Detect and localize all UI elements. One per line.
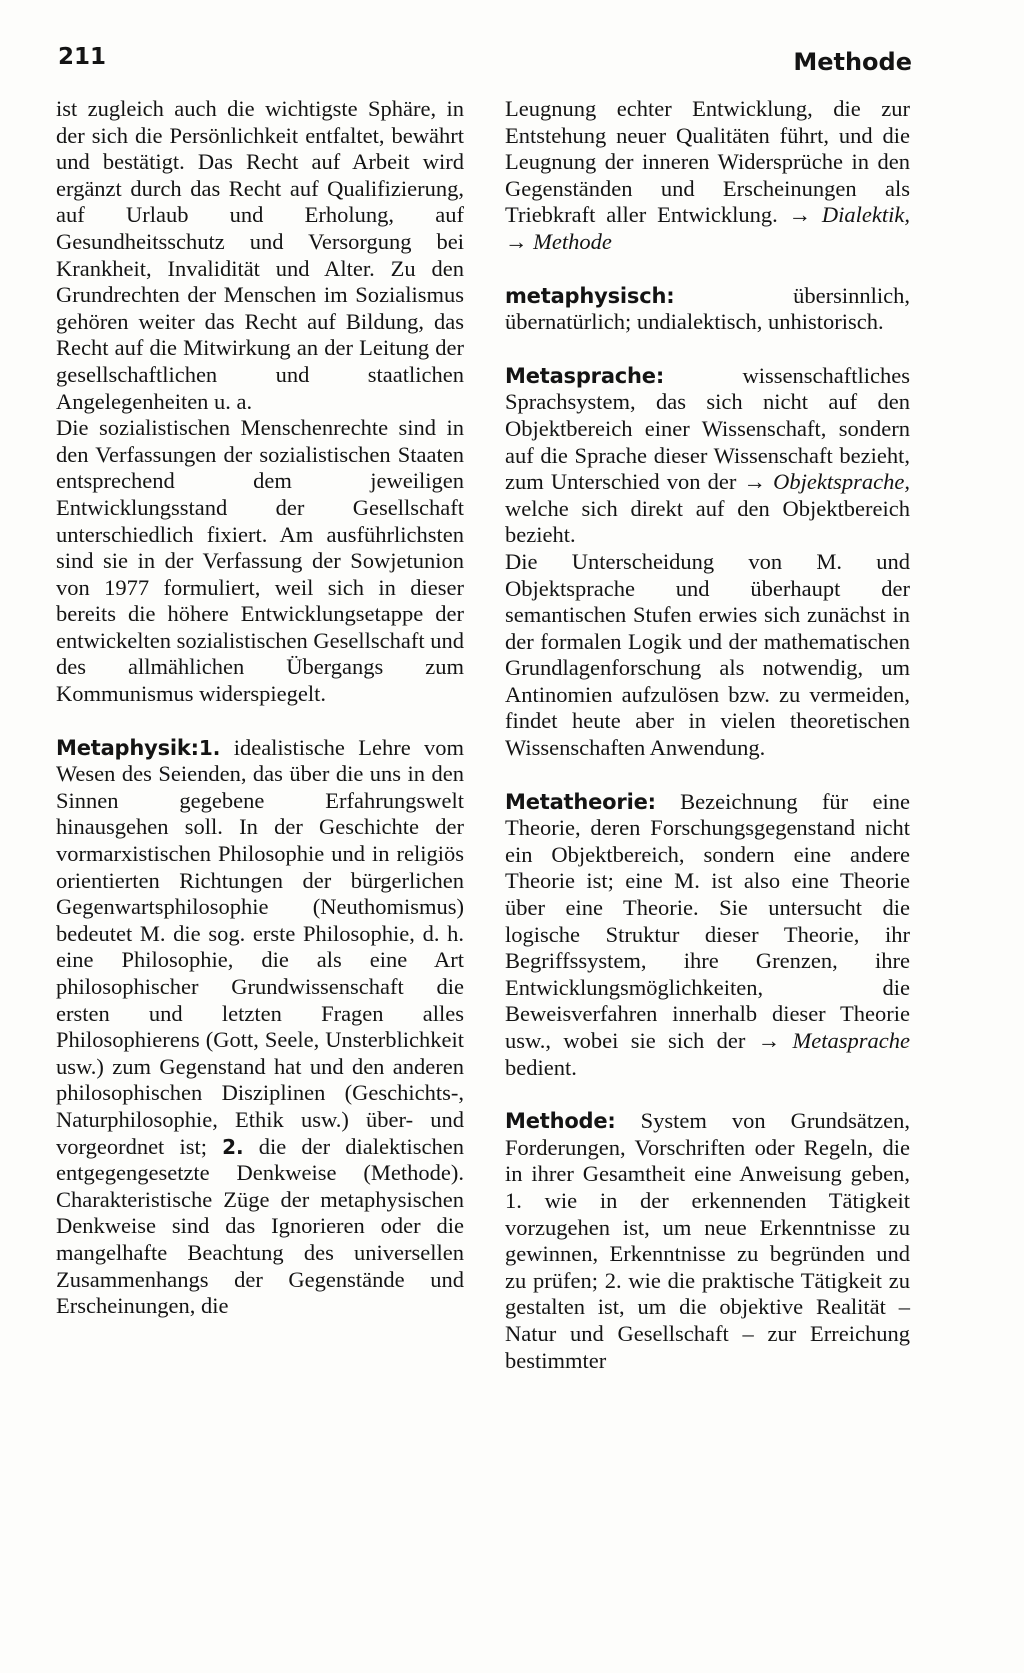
entry-text: welche sich direkt auf den Objektbereich bezieht. xyxy=(505,495,910,548)
cross-reference-dialektik[interactable]: Dialektik, xyxy=(821,202,911,228)
cross-reference-arrow-icon: → xyxy=(757,1028,781,1053)
entry-text: wissenschaftliches Sprachsystem, das sich nicht auf den Objektbereich einer Wissenschaft, sondern auf die Sprache dieser Wissenschaft bezieht, zum Unterschied von der xyxy=(505,362,910,495)
running-head: Methode xyxy=(793,48,912,76)
page-number: 211 xyxy=(58,44,107,70)
cross-reference-arrow-icon: → xyxy=(505,228,528,254)
cross-reference-arrow-icon: → xyxy=(743,469,767,495)
entry-text: übersinnlich, übernatürlich; undialektisch, unhistorisch. xyxy=(505,282,910,335)
paragraph: ist zugleich auch die wichtigste Sphäre, in der sich die Persönlichkeit entfaltet, bewährt und bestätigt. Das Recht auf Arbeit wird ergänzt durch das Recht auf Qualifizierung, auf Urlaub und Erholung, auf Gesundheitsschutz und Versorgung bei Krankheit, Invalidität und Alter. Zu den Grundrechten der Menschen im Sozialismus gehören weiter das Recht auf Bildung, das Recht auf die Mitwirkung an der Leitung der gesellschaftlichen und staatlichen Angelegenheiten u. a. xyxy=(56,96,464,414)
paragraph: Die sozialistischen Menschenrechte sind in den Verfassungen der sozialistischen Staaten entsprechend dem jeweiligen Entwicklungsstand der Gesellschaft unterschiedlich fixiert. Am ausführlichsten sind sie in der Verfassung der Sowjetunion von 1977 formuliert, weil sich in dieser bereits die höhere Entwicklungsetappe der entwickelten sozialistischen Gesellschaft und des allmählichen Übergangs zum Kommunismus widerspiegelt. xyxy=(56,415,464,707)
cross-reference-methode[interactable]: Methode xyxy=(533,228,612,254)
entry-metaphysik xyxy=(56,735,464,1320)
entry-text: die der dialektischen entgegengesetzte Denkweise (Methode). Charakteristische Züge der metaphysischen Denkweise sind das Ignorieren oder die mangelhafte Beachtung des universellen Zusammenhangs der Gegenstände und Erscheinungen, die xyxy=(56,1133,464,1319)
right-column xyxy=(505,96,910,1374)
entry-term: Metatheorie: xyxy=(505,789,656,814)
entry-text: bedient. xyxy=(505,1054,577,1080)
sense-number: 1. xyxy=(198,735,221,760)
entry-text: System von Grundsätzen, Forderungen, Vorschriften oder Regeln, die in ihrer Gesamtheit eine Anweisung geben, 1. wie in der erkennenden Tätigkeit vorzugehen ist, um neue Erkenntnisse zu gewinnen, Erkenntnisse zu begründen und zu prüfen; 2. wie die praktische Tätigkeit zu gestalten ist, um die objektive Realität – Natur und Gesellschaft – zur Erreichung bestimmter xyxy=(505,1108,910,1373)
cross-reference-arrow-icon: → xyxy=(788,202,812,228)
entry-text: Leugnung echter Entwicklung, die zur Entstehung neuer Qualitäten führt, und die Leugnung der inneren Widersprüche in den Gegenständen und Erscheinungen als Triebkraft aller Entwicklung. xyxy=(505,96,910,228)
paragraph: Die Unterscheidung von M. und Objektsprache und überhaupt der semantischen Stufen erwies sich zunächst in der formalen Logik und der mathematischen Grundlagenforschung als notwendig, um Antinomien aufzulösen bzw. zu vermeiden, findet heute aber in vielen theoretischen Wissenschaften Anwendung. xyxy=(505,548,910,761)
entry-metaphysisch xyxy=(505,283,910,336)
sense-number: 2. xyxy=(222,1134,244,1159)
entry-metatheorie xyxy=(505,789,910,1082)
entry-term: Metaphysik: xyxy=(56,735,199,760)
entry-text: Bezeichnung für eine Theorie, deren Forschungsgegenstand nicht ein Objektbereich, sondern eine andere Theorie ist; eine M. ist also eine Theorie über eine Theorie. Sie untersucht die logische Struktur dieser Theorie, ihr Begriffssystem, ihre Grenzen, ihre Entwicklungsmöglichkeiten, die Beweisverfahren innerhalb dieser Theorie usw., wobei sie sich der xyxy=(505,788,910,1053)
entry-term: metaphysisch: xyxy=(505,283,675,308)
continued-entry xyxy=(505,96,910,256)
cross-reference-objektsprache[interactable]: Objektsprache, xyxy=(773,469,911,495)
entry-text: idealistische Lehre vom Wesen des Seienden, das über die uns in den Sinnen gegebene Erfahrungswelt hinausgehen soll. In der Geschichte der vormarxistischen Philosophie und in religiös orientierten Richtungen der bürgerlichen Gegenwartsphilosophie (Neuthomismus) bedeutet M. die sog. erste Philosophie, d. h. eine Philosophie, die als eine Art philosophischer Grundwissenschaft die ersten und letzten Fragen alles Philosophierens (Gott, Seele, Unsterblichkeit usw.) zum Gegenstand hat und den anderen philosophischen Disziplinen (Geschichts-, Naturphilosophie, Ethik usw.) über- und vorgeordnet ist; xyxy=(56,734,464,1159)
cross-reference-metasprache[interactable]: Metasprache xyxy=(792,1028,911,1053)
left-column xyxy=(56,96,464,1320)
entry-term: Metasprache: xyxy=(505,363,665,388)
entry-methode xyxy=(505,1108,910,1374)
entry-term: Methode: xyxy=(505,1109,616,1134)
entry-metasprache xyxy=(505,363,910,549)
